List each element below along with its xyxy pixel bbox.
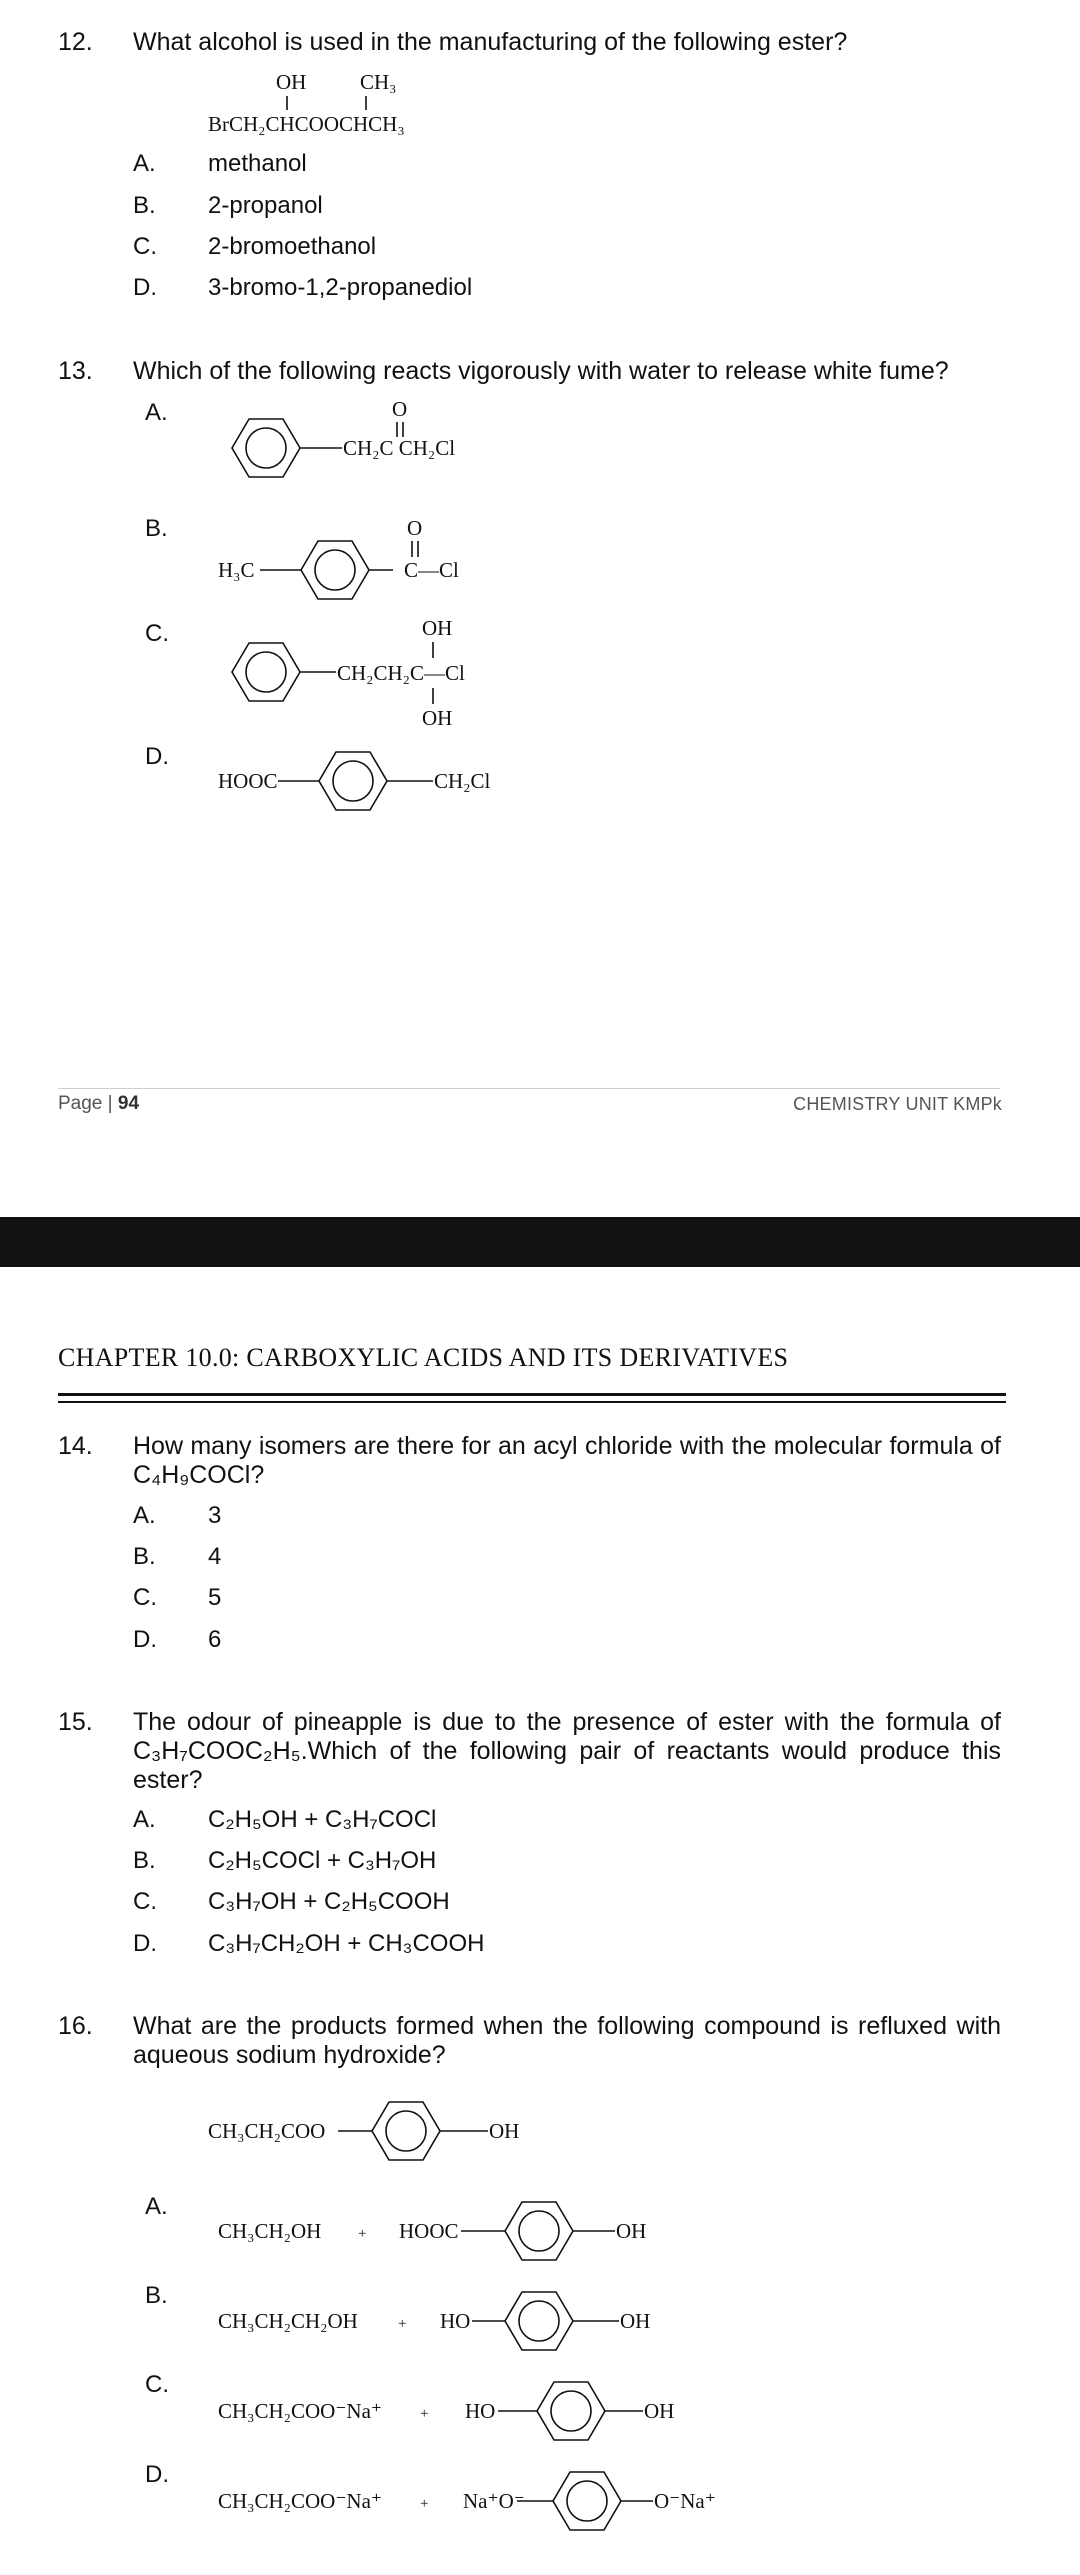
- q16-option-a-label: A.: [145, 2193, 168, 2220]
- q16c-plus: +: [420, 2406, 429, 2422]
- q14-option-c-label: C.: [133, 1584, 157, 1611]
- q16b-left: HO: [440, 2309, 471, 2333]
- q14-number: 14.: [58, 1432, 93, 1460]
- chapter-rule-thin: [58, 1401, 1006, 1403]
- q13b-left: H₃C: [218, 558, 255, 582]
- q16a-plus: +: [358, 2226, 367, 2242]
- q13d-left: HOOC: [218, 769, 278, 793]
- q12-ch3-label: CH₃: [360, 70, 397, 94]
- q13-option-b-label: B.: [145, 515, 168, 542]
- q16a-left: HOOC: [399, 2219, 459, 2243]
- q16c-left: HO: [465, 2399, 496, 2423]
- q13c-top: OH: [422, 616, 453, 640]
- q12-option-a-label: A.: [133, 150, 156, 177]
- q13c-chain: CH₂CH₂C—Cl: [337, 661, 465, 685]
- q14-option-d-text: 6: [208, 1626, 222, 1653]
- q14-option-d-label: D.: [133, 1626, 157, 1653]
- q16-option-b-structure: [215, 2275, 675, 2367]
- q15-option-b-label: B.: [133, 1847, 156, 1874]
- q16-compound-structure: [200, 2085, 560, 2177]
- q16-compound-left: CH₃CH₂COO: [208, 2119, 326, 2143]
- q12-option-c-text: 2-bromoethanol: [208, 233, 377, 260]
- page-footer-left: [58, 1093, 139, 1115]
- q12-option-d-label: D.: [133, 274, 157, 301]
- q13a-o: O: [392, 397, 408, 421]
- q15-option-a-text: C₂H₅OH + C₃H₇COCl: [208, 1806, 437, 1833]
- q15-option-d-label: D.: [133, 1930, 157, 1957]
- q16-option-c-structure: [215, 2365, 675, 2457]
- q12-number: 12.: [58, 28, 93, 56]
- q15-option-c-label: C.: [133, 1888, 157, 1915]
- q13-option-c-structure: [220, 612, 540, 737]
- q13-option-c-label: C.: [145, 620, 169, 647]
- q14-option-a-label: A.: [133, 1502, 156, 1529]
- chapter-rule-thick: [58, 1393, 1006, 1396]
- q14-option-b-text: 4: [208, 1543, 222, 1570]
- q16-option-b-label: B.: [145, 2282, 168, 2309]
- q13b-o: O: [407, 516, 423, 540]
- q15-text: The odour of pineapple is due to the presence of ester with the formula of C₃H₇COOC₂H₅.Which of the following pair of reactants would produce this ester?: [133, 1708, 1001, 1794]
- page-footer-right: CHEMISTRY UNIT KMPk: [793, 1094, 1002, 1114]
- q16-compound-right: OH: [489, 2119, 520, 2143]
- q13d-right: CH₂Cl: [434, 769, 491, 793]
- q15-option-d-text: C₃H₇CH₂OH + CH₃COOH: [208, 1930, 485, 1957]
- q16b-right: OH: [620, 2309, 651, 2333]
- q12-text: What alcohol is used in the manufacturing of the following ester?: [133, 28, 848, 56]
- q14-option-c-text: 5: [208, 1584, 222, 1611]
- q16-option-c-label: C.: [145, 2371, 169, 2398]
- q15-option-a-label: A.: [133, 1806, 156, 1833]
- q16a-right: OH: [616, 2219, 647, 2243]
- q12-formula: BrCH₂CHCOOCHCH₃: [208, 112, 405, 136]
- q13b-chain: C—Cl: [404, 558, 459, 582]
- q13-option-d-structure: [215, 735, 535, 827]
- q16d-plus: +: [420, 2496, 429, 2512]
- q12-option-d-text: 3-bromo-1,2-propanediol: [208, 274, 473, 301]
- q16b-p1: CH₃CH₂CH₂OH: [218, 2309, 358, 2333]
- q16b-plus: +: [398, 2316, 407, 2332]
- q13-number: 13.: [58, 357, 93, 385]
- q16-option-a-structure: [215, 2185, 675, 2277]
- q16-number: 16.: [58, 2012, 93, 2040]
- q16-option-d-structure: [215, 2455, 735, 2547]
- footer-rule: [58, 1088, 1000, 1089]
- q16a-p1: CH₃CH₂OH: [218, 2219, 322, 2243]
- q14-text: How many isomers are there for an acyl chloride with the molecular formula of C₄H₉COCl?: [133, 1432, 1001, 1489]
- footer-page-number: 94: [117, 1093, 140, 1114]
- q16d-left: Na⁺O⁻: [463, 2489, 525, 2513]
- q16-text: What are the products formed when the following compound is refluxed with aqueous sodium hydroxide?: [133, 2012, 1001, 2069]
- q12-option-b-text: 2-propanol: [208, 192, 323, 219]
- q12-option-a-text: methanol: [208, 150, 307, 177]
- q15-number: 15.: [58, 1708, 93, 1736]
- q12-oh-label: OH: [276, 70, 307, 94]
- footer-page-label: Page: [58, 1093, 103, 1114]
- q16d-right: O⁻Na⁺: [654, 2489, 716, 2513]
- q13-option-b-structure: [215, 510, 535, 610]
- q16-option-d-label: D.: [145, 2461, 169, 2488]
- q13a-chain: CH₂C CH₂Cl: [343, 436, 456, 460]
- q16c-p1: CH₃CH₂COO⁻Na⁺: [218, 2399, 382, 2423]
- q13-option-a-label: A.: [145, 399, 168, 426]
- q12-option-b-label: B.: [133, 192, 156, 219]
- chapter-title: CHAPTER 10.0: CARBOXYLIC ACIDS AND ITS DERIVATIVES: [58, 1343, 789, 1372]
- q15-option-b-text: C₂H₅COCl + C₃H₇OH: [208, 1847, 437, 1874]
- q12-ester-structure: [200, 66, 460, 146]
- q16c-right: OH: [644, 2399, 675, 2423]
- footer-page-sep: |: [102, 1093, 118, 1114]
- q13c-bottom: OH: [422, 706, 453, 730]
- q13-option-a-structure: [220, 395, 520, 495]
- q16d-p1: CH₃CH₂COO⁻Na⁺: [218, 2489, 382, 2513]
- q14-option-b-label: B.: [133, 1543, 156, 1570]
- q13-text: Which of the following reacts vigorously with water to release white fume?: [133, 357, 949, 385]
- q14-option-a-text: 3: [208, 1502, 222, 1529]
- q13-option-d-label: D.: [145, 743, 169, 770]
- q15-option-c-text: C₃H₇OH + C₂H₅COOH: [208, 1888, 450, 1915]
- q12-option-c-label: C.: [133, 233, 157, 260]
- page-separator: [0, 1217, 1080, 1267]
